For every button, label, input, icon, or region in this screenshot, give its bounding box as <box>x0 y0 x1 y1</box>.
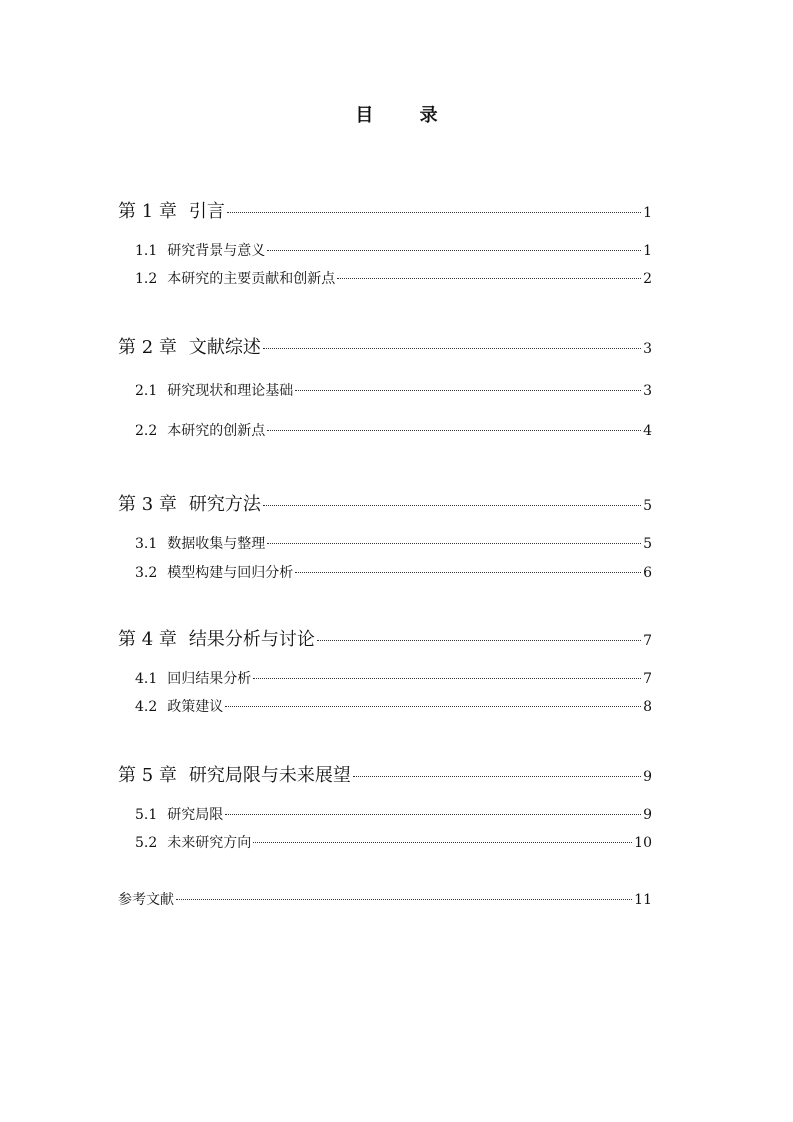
toc-references[interactable] <box>118 890 652 910</box>
chapter-number: 第 4 章 <box>118 629 177 650</box>
toc-section-3-2[interactable] <box>135 563 652 583</box>
chapter-title: 研究局限与未来展望 <box>188 765 351 786</box>
section-number: 4.1 <box>135 671 158 687</box>
section-number: 2.2 <box>135 423 158 439</box>
dot-leader <box>227 212 641 213</box>
page-number: 1 <box>643 205 652 221</box>
references-title: 参考文献 <box>118 892 174 908</box>
toc-section-4-1[interactable] <box>135 669 652 689</box>
page-number: 4 <box>643 423 652 439</box>
section-title: 研究现状和理论基础 <box>167 383 294 399</box>
section-title: 研究局限 <box>167 807 224 823</box>
section-number: 2.1 <box>135 383 158 399</box>
page-title: 目 录 <box>355 105 458 126</box>
toc-section-5-1[interactable] <box>135 805 652 825</box>
chapter-number: 第 2 章 <box>118 337 177 358</box>
section-title: 本研究的创新点 <box>167 423 266 439</box>
toc-section-3-1[interactable] <box>135 534 652 554</box>
chapter-title: 文献综述 <box>188 337 261 358</box>
dot-leader <box>225 706 641 707</box>
dot-leader <box>267 543 641 544</box>
page-number: 6 <box>643 565 652 581</box>
toc-chapter-3[interactable] <box>118 493 652 518</box>
dot-leader <box>263 505 641 506</box>
toc-section-1-1[interactable] <box>135 241 652 261</box>
section-title: 回归结果分析 <box>167 671 252 687</box>
page-number: 10 <box>634 835 652 851</box>
page-number: 9 <box>643 807 652 823</box>
chapter-number: 第 1 章 <box>118 201 177 222</box>
section-number: 3.2 <box>135 565 158 581</box>
dot-leader <box>263 348 641 349</box>
page-number: 9 <box>643 769 652 785</box>
section-title: 政策建议 <box>167 699 224 715</box>
toc-chapter-4[interactable] <box>118 628 652 653</box>
toc-section-5-2[interactable] <box>135 833 652 853</box>
toc-section-2-2[interactable] <box>135 421 652 441</box>
page-number: 2 <box>643 271 652 287</box>
page-number: 7 <box>643 671 652 687</box>
page-number: 3 <box>643 383 652 399</box>
section-number: 1.2 <box>135 271 158 287</box>
page-number: 8 <box>643 699 652 715</box>
section-title: 本研究的主要贡献和创新点 <box>167 271 336 287</box>
page-number: 3 <box>643 341 652 357</box>
dot-leader <box>225 814 641 815</box>
section-title: 数据收集与整理 <box>167 536 266 552</box>
toc-chapter-5[interactable] <box>118 764 652 789</box>
toc-section-4-2[interactable] <box>135 697 652 717</box>
section-number: 5.2 <box>135 835 158 851</box>
chapter-number: 第 3 章 <box>118 494 177 515</box>
dot-leader <box>295 572 641 573</box>
chapter-title: 结果分析与讨论 <box>188 629 315 650</box>
section-number: 5.1 <box>135 807 158 823</box>
toc-chapter-1[interactable] <box>118 200 652 225</box>
dot-leader <box>267 250 641 251</box>
chapter-title: 研究方法 <box>188 494 261 515</box>
page-number: 7 <box>643 633 652 649</box>
section-number: 4.2 <box>135 699 158 715</box>
chapter-number: 第 5 章 <box>118 765 177 786</box>
dot-leader <box>176 899 632 900</box>
page-number: 5 <box>643 498 652 514</box>
dot-leader <box>267 430 641 431</box>
section-number: 3.1 <box>135 536 158 552</box>
page-number: 5 <box>643 536 652 552</box>
page-number: 1 <box>643 243 652 259</box>
dot-leader <box>253 842 632 843</box>
page-number: 11 <box>634 892 652 908</box>
dot-leader <box>317 640 641 641</box>
chapter-title: 引言 <box>188 201 225 222</box>
dot-leader <box>253 678 641 679</box>
dot-leader <box>337 278 641 279</box>
dot-leader <box>295 390 641 391</box>
section-number: 1.1 <box>135 243 158 259</box>
dot-leader <box>353 776 641 777</box>
section-title: 模型构建与回归分析 <box>167 565 294 581</box>
toc-chapter-2[interactable] <box>118 336 652 361</box>
section-title: 未来研究方向 <box>167 835 252 851</box>
toc-section-2-1[interactable] <box>135 381 652 401</box>
toc-section-1-2[interactable] <box>135 269 652 289</box>
section-title: 研究背景与意义 <box>167 243 266 259</box>
